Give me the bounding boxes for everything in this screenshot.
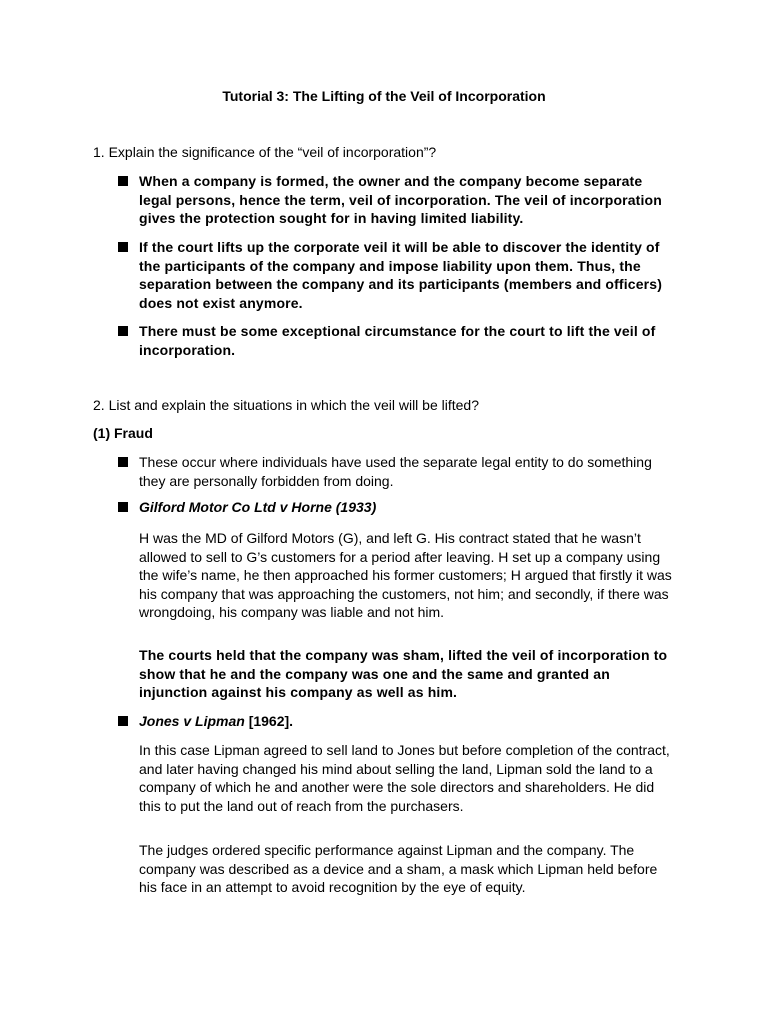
- case-2-bullet: [118, 712, 678, 731]
- question-2: 2. List and explain the situations in which the veil will be lifted?: [93, 397, 479, 413]
- q1-bullet-3: [118, 322, 678, 359]
- q1-bullet-3-text: There must be some exceptional circumstance for the court to lift the veil of incorporation.: [139, 323, 656, 358]
- q1-bullet-2-text: If the court lifts up the corporate veil it will be able to discover the identity of the participants of the company and impose liability upon them. Thus, the separation between the company and its participants (members and officers) does not exist anymore.: [139, 239, 663, 311]
- case-1-bullet: [118, 498, 678, 517]
- square-bullet-icon: [118, 326, 128, 336]
- case-1-title: Gilford Motor Co Ltd v Horne (1933): [139, 499, 377, 515]
- page-title: Tutorial 3: The Lifting of the Veil of Incorporation: [222, 88, 546, 104]
- case-2-heading: [139, 712, 678, 731]
- case-2-held: The judges ordered specific performance against Lipman and the company. The company was described as a device and a sham, a mask which Lipman held before his face in an attempt to avoid recognition by the eye of equity.: [139, 842, 658, 895]
- square-bullet-icon: [118, 176, 128, 186]
- q1-bullet-2: [118, 238, 678, 312]
- q1-bullet-1: [118, 172, 678, 228]
- square-bullet-icon: [118, 457, 128, 467]
- case-2-title: Jones v Lipman: [139, 713, 245, 729]
- question-1: 1. Explain the significance of the “veil of incorporation”?: [93, 144, 437, 160]
- fraud-intro-text: These occur where individuals have used the separate legal entity to do something they are personally forbidden from doing.: [139, 454, 652, 489]
- fraud-heading: (1) Fraud: [93, 425, 153, 441]
- square-bullet-icon: [118, 716, 128, 726]
- case-1-held: The courts held that the company was sham, lifted the veil of incorporation to show that he and the company was one and the same and granted an injunction against his company as well as him.: [139, 647, 668, 700]
- case-2-facts: In this case Lipman agreed to sell land to Jones but before completion of the contract, and later having changed his mind about selling the land, Lipman sold the land to a company of which he and another were the sole directors and shareholders. He did this to put the land out of reach from the purchasers.: [139, 742, 670, 814]
- case-2-year: [1962].: [244, 713, 294, 729]
- square-bullet-icon: [118, 502, 128, 512]
- q1-bullet-1-text: When a company is formed, the owner and the company become separate legal persons, hence the term, veil of incorporation. The veil of incorporation gives the protection sought for in having limited liability.: [139, 173, 662, 226]
- fraud-intro-bullet: [118, 453, 678, 490]
- square-bullet-icon: [118, 242, 128, 252]
- case-1-facts: H was the MD of Gilford Motors (G), and left G. His contract stated that he wasn’t allowed to sell to G’s customers for a period after leaving. H set up a company using the wife’s name, he then approached his former customers; H argued that firstly it was his company that was approaching the customers, not him; and secondly, if there was wrongdoing, his company was liable and not him.: [139, 530, 672, 620]
